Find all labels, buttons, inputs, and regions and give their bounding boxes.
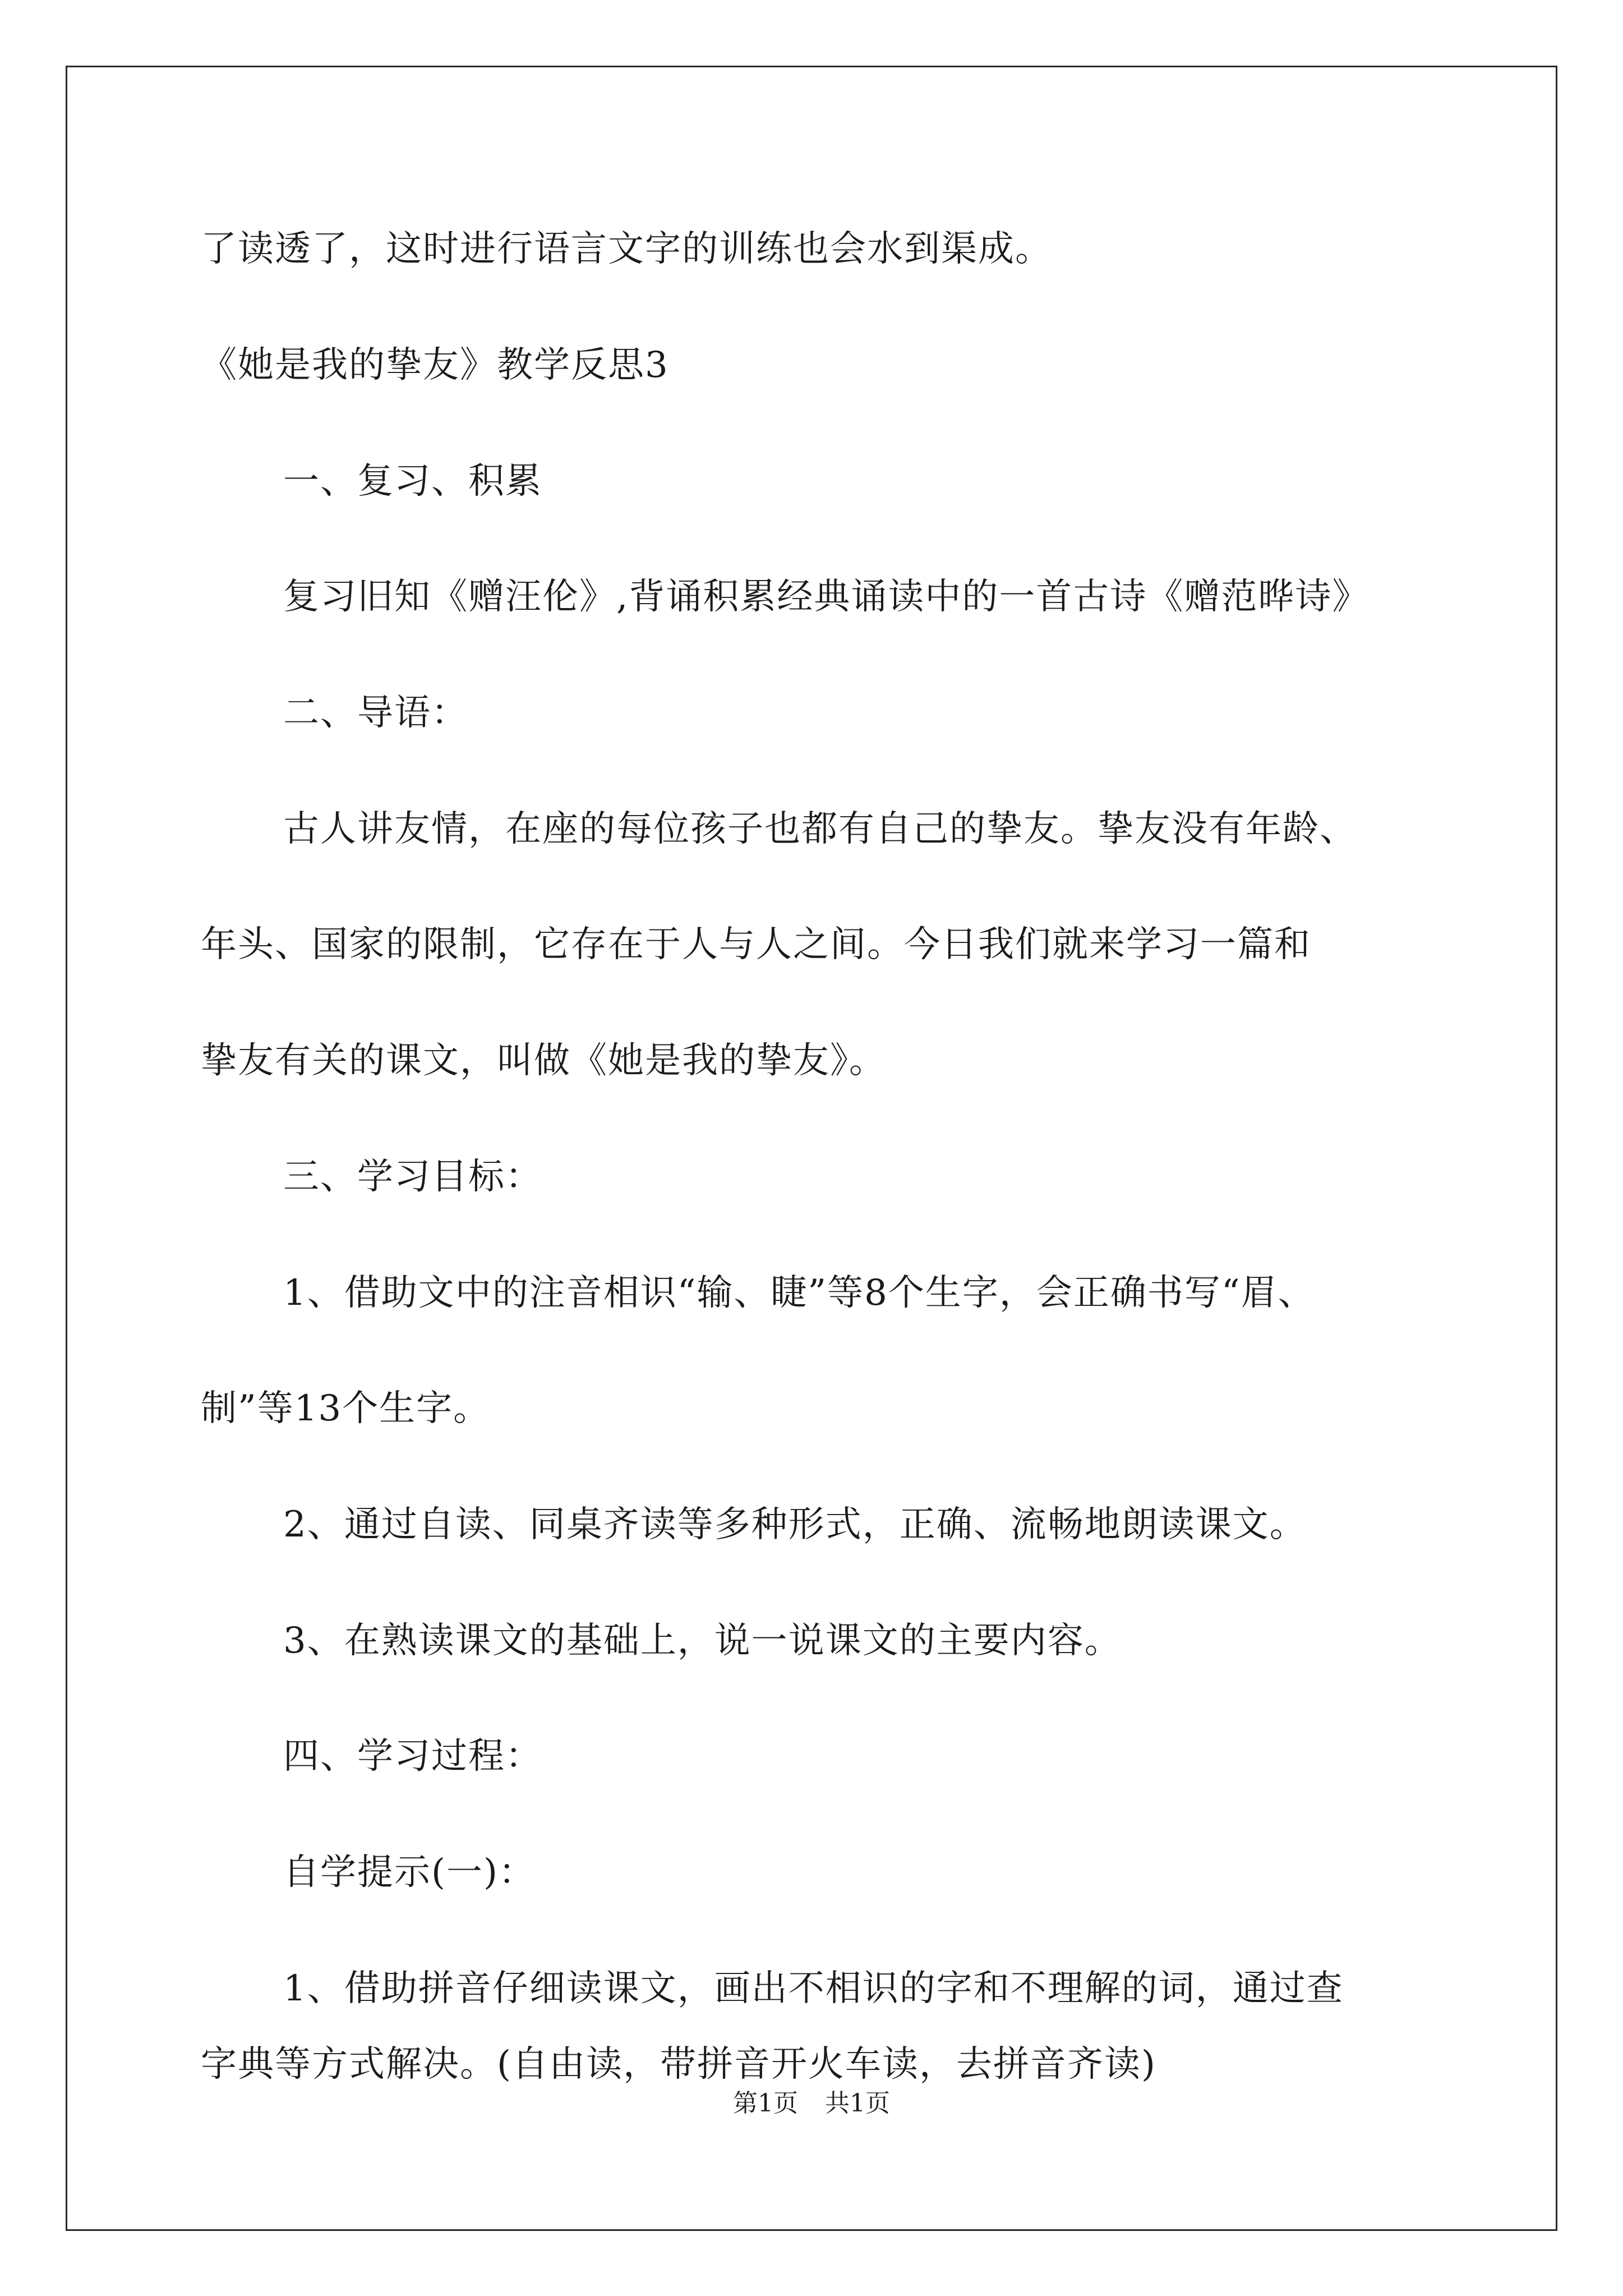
page-number: 第1页 [733,2089,798,2118]
list-item: 1、借助文中的注音相识“输、睫”等8个生字，会正确书写“眉、 [283,1272,1315,1314]
list-item: 2、通过自读、同桌齐读等多种形式，正确、流畅地朗读课文。 [283,1504,1307,1545]
section-heading: 二、导语： [283,692,468,734]
list-item-continuation: 制”等13个生字。 [201,1388,491,1429]
section-title: 《她是我的挚友》教学反思3 [201,344,669,386]
list-item: 3、在熟读课文的基础上，说一说课文的主要内容。 [283,1620,1122,1662]
page-footer [0,2087,1623,2120]
body-text-line: 挚友有关的课文，叫做《她是我的挚友》。 [201,1040,886,1082]
body-text-line: 年头、国家的限制，它存在于人与人之间。今日我们就来学习一篇和 [201,924,1311,965]
list-item-continuation: 字典等方式解决。(自由读，带拼音开火车读，去拼音齐读) [201,2044,1156,2085]
body-text-line: 复习旧知《赠汪伦》,背诵积累经典诵读中的一首古诗《赠范晔诗》 [283,576,1370,618]
page-border [66,66,1557,2231]
page-total: 共1页 [825,2089,890,2118]
body-text-line: 古人讲友情，在座的每位孩子也都有自己的挚友。挚友没有年龄、 [283,808,1357,850]
section-heading: 四、学习过程： [283,1736,542,1777]
section-heading: 三、学习目标： [283,1156,542,1198]
subsection-heading: 自学提示(一)： [283,1852,536,1893]
section-heading: 一、复习、积累 [283,461,542,502]
list-item: 1、借助拼音仔细读课文，画出不相识的字和不理解的词，通过查 [283,1968,1344,2009]
body-text-line: 了读透了，这时进行语言文字的训练也会水到渠成。 [201,228,1052,270]
